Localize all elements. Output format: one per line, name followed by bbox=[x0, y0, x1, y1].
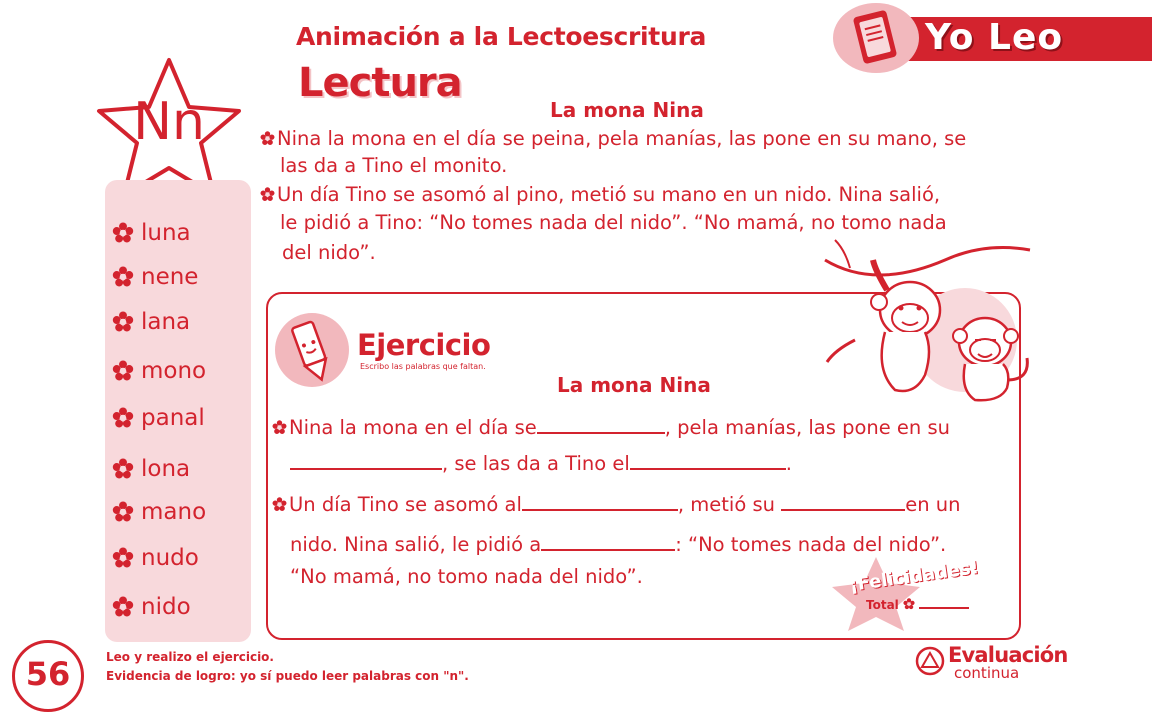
reading-paragraph-1: Nina la mona en el día se peina, pela manías, las pone en su mano, se bbox=[260, 125, 966, 153]
word-item: mano bbox=[112, 499, 206, 525]
header-subtitle: Lectura bbox=[298, 60, 462, 106]
exercise-line-2: , se las da a Tino el . bbox=[290, 450, 792, 478]
evaluation-subtitle: continua bbox=[954, 664, 1020, 682]
total-label: Total bbox=[866, 598, 969, 612]
exercise-story-title: La mona Nina bbox=[557, 373, 711, 397]
footer-evidence: Evidencia de logro: yo sí puedo leer palabras con "n". bbox=[106, 669, 469, 683]
reading-paragraph-2-line-2: le pidió a Tino: “No tomes nada del nido”. “No mamá, no tomo nada bbox=[280, 211, 947, 234]
answer-blank[interactable] bbox=[630, 450, 786, 470]
brand-title: Yo Leo bbox=[925, 17, 1064, 58]
reading-paragraph-2: Un día Tino se asomó al pino, metió su mano en un nido. Nina salió, bbox=[260, 181, 940, 209]
exercise-title: Ejercicio bbox=[357, 328, 491, 362]
reading-paragraph-1-line-2: las da a Tino el monito. bbox=[280, 154, 508, 177]
header-title: Animación a la Lectoescritura bbox=[296, 22, 707, 51]
word-item: lona bbox=[112, 456, 190, 482]
monkeys-illustration bbox=[815, 230, 1040, 410]
word-item: panal bbox=[112, 405, 205, 431]
flower-icon bbox=[112, 311, 134, 333]
evaluation-logo-icon bbox=[914, 645, 946, 677]
answer-blank[interactable] bbox=[541, 531, 675, 551]
exercise-line-3: Un día Tino se asomó al , metió su en un bbox=[272, 491, 960, 519]
flower-icon bbox=[112, 458, 134, 480]
flower-icon bbox=[112, 360, 134, 382]
page-number: 56 bbox=[25, 655, 71, 693]
word-item: mono bbox=[112, 358, 206, 384]
word-item: nudo bbox=[112, 545, 199, 571]
flower-icon bbox=[112, 547, 134, 569]
word-item: luna bbox=[112, 220, 191, 246]
flower-icon bbox=[272, 420, 287, 435]
flower-icon bbox=[112, 501, 134, 523]
letter-label: Nn bbox=[133, 92, 205, 152]
flower-icon bbox=[112, 407, 134, 429]
answer-blank[interactable] bbox=[522, 491, 678, 511]
pencil-badge bbox=[275, 313, 349, 387]
word-item: lana bbox=[112, 309, 190, 335]
reading-paragraph-2-line-3: del nido”. bbox=[282, 241, 376, 264]
word-item: nene bbox=[112, 264, 198, 290]
word-item: nido bbox=[112, 594, 191, 620]
answer-blank[interactable] bbox=[537, 414, 665, 434]
exercise-instruction: Escribo las palabras que faltan. bbox=[360, 362, 486, 371]
flower-icon bbox=[112, 266, 134, 288]
evaluation-title: Evaluación bbox=[948, 643, 1068, 667]
flower-icon bbox=[112, 222, 134, 244]
flower-icon bbox=[112, 596, 134, 618]
pencil-icon bbox=[275, 313, 349, 387]
exercise-line-5: “No mamá, no tomo nada del nido”. bbox=[290, 565, 643, 588]
flower-icon bbox=[272, 497, 287, 512]
exercise-line-1: Nina la mona en el día se , pela manías, las pone en su bbox=[272, 414, 950, 442]
flower-icon bbox=[903, 598, 915, 610]
answer-blank[interactable] bbox=[290, 450, 442, 470]
footer-instruction: Leo y realizo el ejercicio. bbox=[106, 650, 274, 664]
reading-title: La mona Nina bbox=[550, 98, 704, 122]
total-blank[interactable] bbox=[919, 599, 969, 609]
answer-blank[interactable] bbox=[781, 491, 905, 511]
notebook-icon bbox=[833, 3, 919, 73]
exercise-line-4: nido. Nina salió, le pidió a : “No tomes nada del nido”. bbox=[290, 533, 947, 556]
notebook-badge bbox=[833, 3, 919, 73]
flower-icon bbox=[260, 187, 275, 202]
congrats-label: ¡Felicidades! bbox=[848, 557, 981, 596]
flower-icon bbox=[260, 131, 275, 146]
